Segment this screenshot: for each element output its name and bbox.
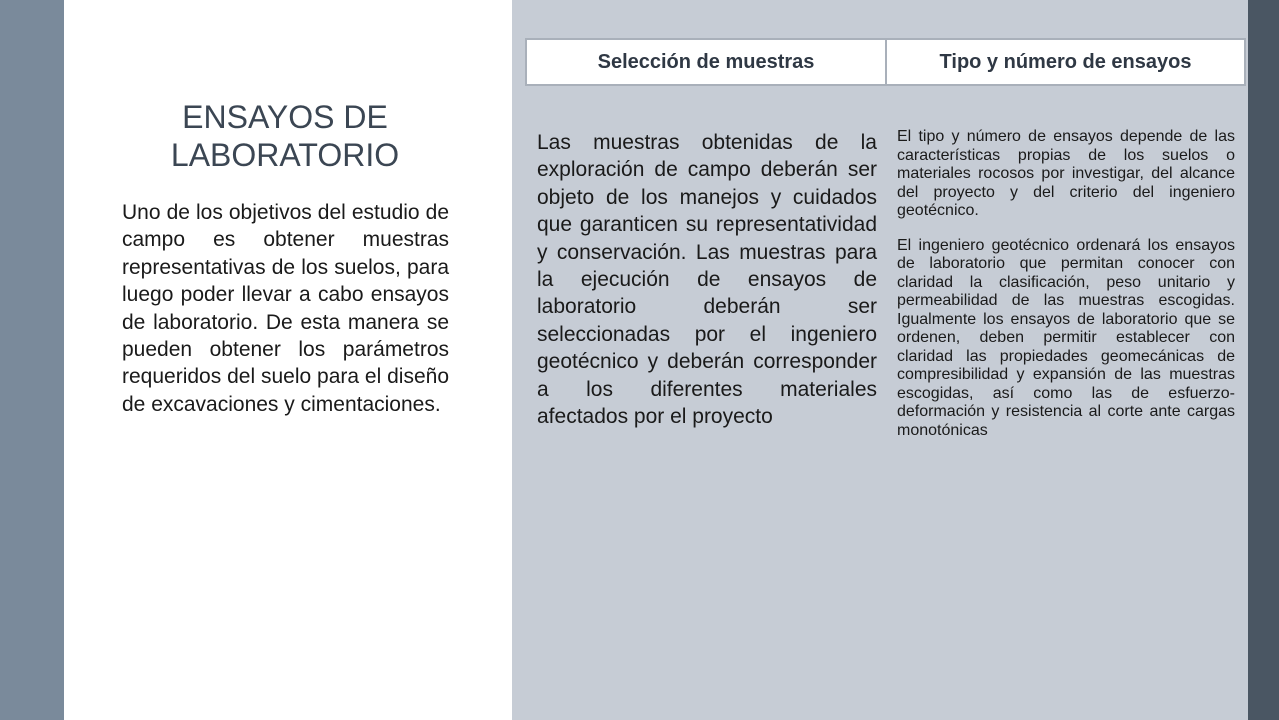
table-header-row [525,38,1246,86]
header-test-type-number: Tipo y número de ensayos [939,50,1192,73]
left-accent-bar [0,0,64,720]
test-type-column [897,128,1235,440]
slide-title: ENSAYOS DE LABORATORIO [170,99,400,173]
test-type-paragraph-1: El tipo y número de ensayos depende de las características propias de los suelos o materiales rocosos por investigar, del alcance del proyecto y del criterio del ingeniero geotécnico. [897,128,1235,219]
sample-selection-text: Las muestras obtenidas de la exploración de campo deberán ser objeto de los manejos y cuidados que garanticen su representatividad y conservación. Las muestras para la ejecución de ensayos de laboratorio deberán ser seleccionadas por el ingeniero geotécnico y deberán corresponder a los diferentes materiales afectados por el proyecto [537,131,877,429]
test-type-paragraph-2: El ingeniero geotécnico ordenará los ensayos de laboratorio que permitan conocer con claridad la clasificación, peso unitario y permeabilidad de las muestras escogidas. Igualmente los ensayos de laboratorio que se ordenen, deben permitir establecer con claridad las propiedades geomecánicas de compresibilidad y expansión de las muestras escogidas, así como las de esfuerzo-deformación y resistencia al corte ante cargas monotónicas [897,236,1235,439]
header-sample-selection: Selección de muestras [527,40,887,84]
intro-paragraph: Uno de los objetivos del estudio de campo es obtener muestras representativas de los suelos, para luego poder llevar a cabo ensayos de laboratorio. De esta manera se pueden obtener los parámetros requeridos del suelo para el diseño de excavaciones y cimentaciones. [122,201,449,416]
right-accent-bar [1248,0,1279,720]
